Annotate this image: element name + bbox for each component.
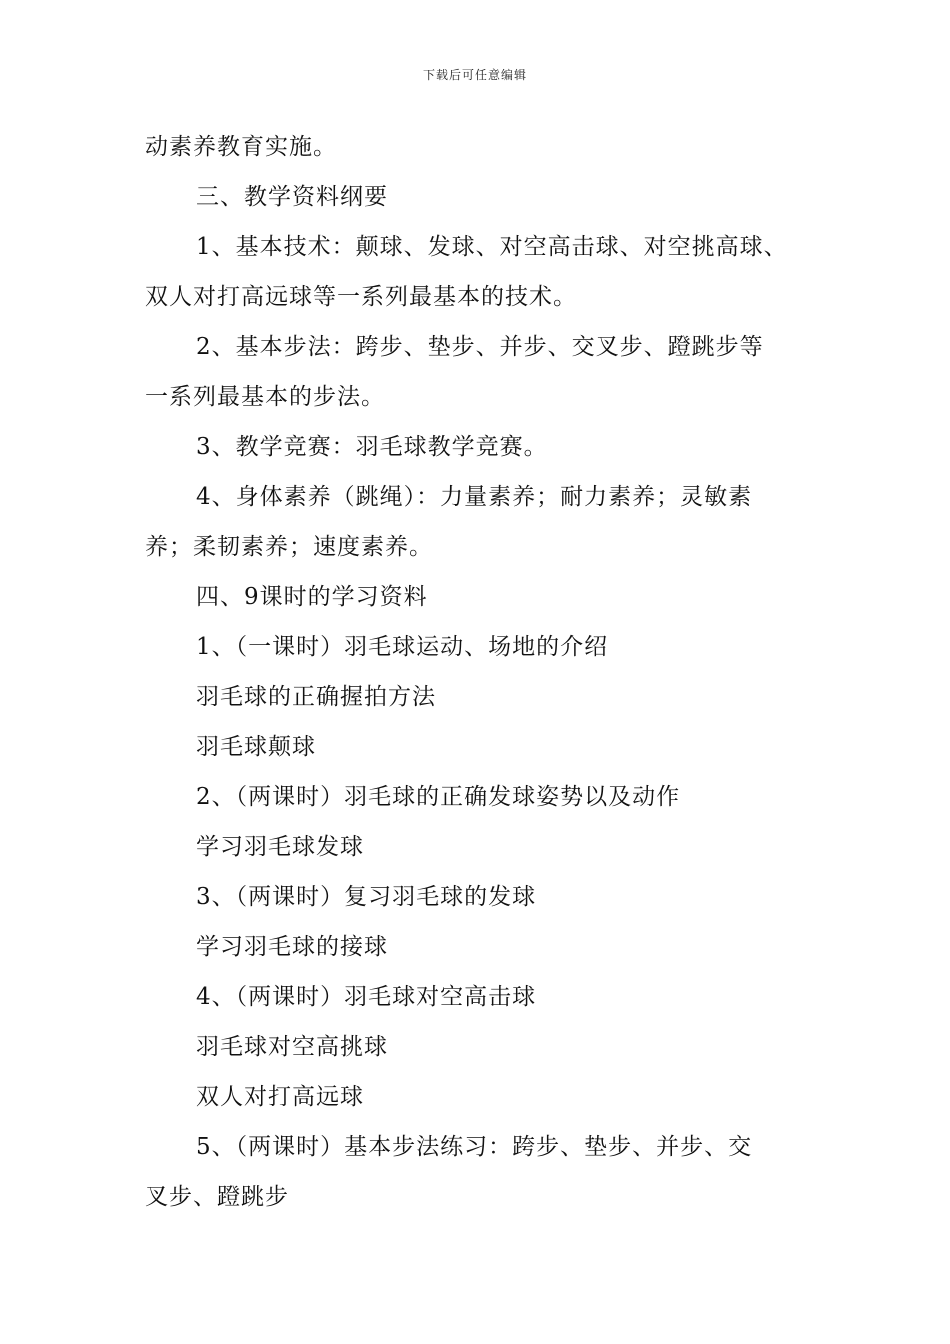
text-line: 双人对打高远球等一系列最基本的技术。	[145, 284, 577, 310]
text-line: 养；柔韧素养；速度素养。	[145, 534, 433, 560]
text-line: 动素养教育实施。	[145, 134, 337, 160]
text-line: 2、基本步法：跨步、垫步、并步、交叉步、蹬跳步等	[196, 334, 764, 360]
text-line: 3、教学竞赛：羽毛球教学竞赛。	[196, 434, 548, 460]
text-line: 叉步、蹬跳步	[145, 1184, 289, 1210]
text-line: 1、基本技术：颠球、发球、对空高击球、对空挑高球、	[196, 234, 788, 260]
text-line: 5、（两课时）基本步法练习：跨步、垫步、并步、交	[196, 1134, 753, 1160]
text-line: 2、（两课时）羽毛球的正确发球姿势以及动作	[196, 784, 681, 810]
text-line: 3、（两课时）复习羽毛球的发球	[196, 884, 537, 910]
section-heading: 三、教学资料纲要	[196, 184, 388, 210]
text-line: 羽毛球对空高挑球	[196, 1034, 388, 1060]
page-header: 下载后可任意编辑	[422, 68, 527, 82]
text-line: 羽毛球的正确握拍方法	[196, 684, 436, 710]
text-line: 一系列最基本的步法。	[145, 384, 385, 410]
text-line: 学习羽毛球发球	[196, 834, 364, 860]
document-body	[145, 122, 825, 1222]
text-line: 学习羽毛球的接球	[196, 934, 388, 960]
text-line: 双人对打高远球	[196, 1084, 364, 1110]
text-line: 4、身体素养（跳绳）：力量素养；耐力素养；灵敏素	[196, 484, 753, 510]
text-line: 1、（一课时）羽毛球运动、场地的介绍	[196, 634, 609, 660]
text-line: 4、（两课时）羽毛球对空高击球	[196, 984, 537, 1010]
section-heading: 四、9课时的学习资料	[196, 584, 428, 610]
text-line: 羽毛球颠球	[196, 734, 316, 760]
